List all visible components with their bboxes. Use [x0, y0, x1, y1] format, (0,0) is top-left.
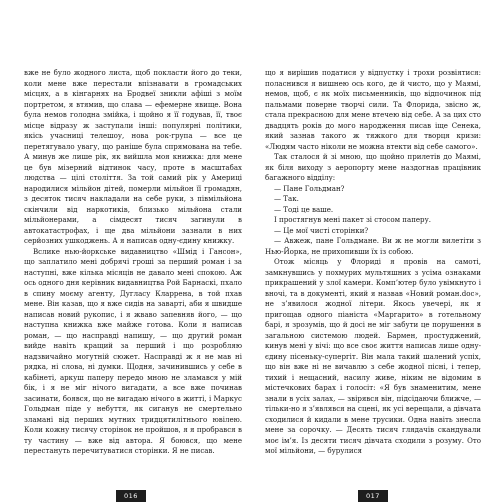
page-number-right: 017: [358, 490, 388, 502]
left-page-text: [24, 68, 242, 457]
paragraph: Вслике нью-йоркське видавництво «Шмід і Гансон», що заплатило мені добрячі гроші за перший роман і за наступні, вже кілька місяців не давало мені спокою. Аж ось одного дня керівник видавництва Рой Барнаскі, пхало в спину моєму агенту, Дугласу Кларрена, в той пхав мене. Він казав, що я вже сидів на заварті, аби я швидше написав новий рукопис, і я жваво запевняв його, — що наступна книжка вже майже готова. Коли я написав роман, — що насправді напишу, — що другий роман вийде навіть кращий за перший і що розробляю надзвичайно могутній сюжет. Насправді ж я не мав ні рядка, ні слова, ні думки. Щодня, зачинившись у себе в кабінеті, аркуш паперу передо мною не зламався у мій бік, і я не міг нічого вигадати, а все вже починав засинати, боявся, що не вигадаю нічого в житті, і Маркус Гольдман піде у небуття, як сиганув не смертельно зламані від перших мутних тридцятилітнього ювілею. Коли кожну тисячу сторінок не пройшов, я я пробрався в ту частину — вже від автора. Я боювся, що мене перестануть перечитуватися сторінки. Я не писав.: [24, 246, 242, 455]
paragraph: вже не було жодного листа, щоб покласти його до теки, коли мене вже перестали впізнавати в громадських місцях, а в кінгарнях на Бродвеї зникли афіші з моїм портретом, я втямив, що слава — ефемерне явище. Вона була немов голодна змійка, і щойно я її годував, її, твоє місце відразу ж заступали інші: популярні політики, якісь учасниці телешоу, нова рок-група — все це перетягувало увагу, що раніше була спрямована на тебе. А минув же лише рік, як вийшла моя книжка: для мене це був мізерний відтинок часу, проте в масштабах людства — цілі століття. За той самий рік у Америці народилися мільйон дітей, померли мільйон її громадян, з десяток тисяч накладали на себе руки, з півмільйона скінчили від наркотиків, близько мільйона стали мільйонерами, а сімдесят тисяч загинули в автокатастрофах, і ще два мільйони зазнали в них серйозних ушкоджень. А я написав одну-єдину книжку.: [24, 68, 242, 245]
dialogue-line: — Це мої чисті сторінки?: [274, 225, 369, 235]
dialogue-line: — Авжеж, пане Гольдмане. Ви ж не могли вилетіти з Нью-Йорка, не прихопивши їх із собою.: [265, 236, 481, 256]
right-page-text: [265, 68, 481, 457]
dialogue-line: — Пане Гольдман?: [274, 183, 345, 193]
left-page: [24, 68, 242, 480]
page-number-left: 016: [116, 490, 146, 502]
paragraph: Так сталося й зі мною, що щойно прилетів до Маямі, як біля виходу з аеропорту мене наздогнав працівник багажного відділу:: [265, 152, 481, 182]
paragraph: І простягнув мені пакет зі стосом паперу.: [274, 215, 431, 224]
right-page: [265, 68, 481, 480]
dialogue-line: — Так.: [274, 194, 299, 203]
dialogue-line: — Тоді це ваше.: [274, 204, 334, 214]
paragraph: що я вирішив податися у відпустку і трохи розвіятися: поласнився я вишнею ось кого, де й чисто, що у Маямі, немов, щоб, є як моїх письменників, що відпочинок під пальмами поверне творчі сили. Та Флорида, звісно ж, стала прекрасною для мене втечею від себе. А за цих сто двадцять років до мого народження писав іще Сенека, який зазнав такого ж тяжкого для творця кризи: «Людям часто ніколи не можна втекти від себе самого».: [265, 68, 481, 151]
paragraph: Отож місяць у Флориді я провів на самоті, замкнувшись у похмурих мультяшних з усіма ознаками прикрашений у злої камери. Комп’ютер було увімкнуто і вночі, та в документі, який я назвав «Новий роман.doc», не з’явилося жодної літери. Якось увечері, як я пригощав одного піаніста «Маргарито» в готельному барі, я зрозумів, що й досі не міг забути це порушення в загальною системою людей. Бармен, простуджений, кинув мені у вічі: що все своє життя написав лише одну-єдину пісеньку-супергіт. Він мала такий шалений успіх, що він вже ні не вичавлю з себе жодної пісні, і тепер, тихий і нещасний, насилу живе, ніким не відомим в містечкових барах і голосіт: «Я був знаменитим, мене знали в усіх залах, — звірявся він, підсідаючи ближче, — тільки-но я з’являвся на сцені, як усі верещали, а дівчата сходилися й кидали в мене трусики. Одна навіть знесла мене за сорочку. — Десять тисяч глядачів скандували моє ім’я. Із десяти тисяч дівчата сходили з розуму. Ото мої мільйони, — бурулися: [265, 257, 481, 455]
